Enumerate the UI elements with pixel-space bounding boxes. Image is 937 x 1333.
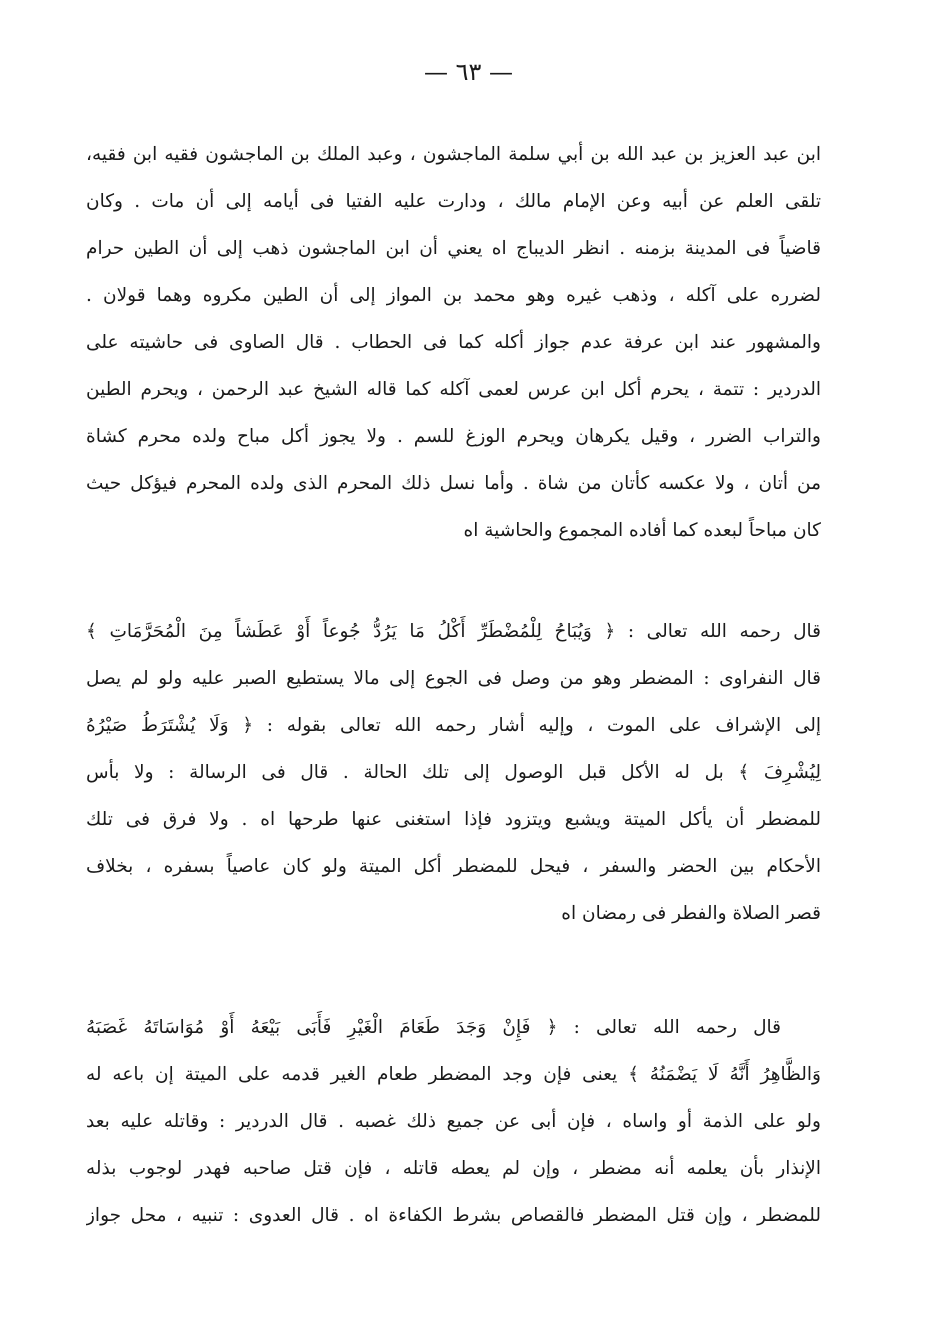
text-line: والمشهور عند ابن عرفة عدم جواز أكله كما فى الحطاب . قال الصاوى فى حاشيته على bbox=[86, 332, 821, 353]
text-line: قال النفراوى : المضطر وهو من وصل فى الجوع إلى مالا يستطيع الصبر عليه ولو لم يصل bbox=[86, 668, 821, 689]
text-line: والتراب الضرر ، وقيل يكرهان ويحرم الوزغ للسم . ولا يجوز أكل مباح ولده محرم كشاة bbox=[86, 426, 821, 447]
text-line: الأحكام بين الحضر والسفر ، فيحل للمضطر أكل الميتة ولو كان عاصياً بسفره ، بخلاف bbox=[86, 856, 821, 877]
text-line: قال رحمه الله تعالى : ﴿ وَيُبَاحُ لِلْمُضْطَرِّ أَكْلُ مَا يَرُدُّ جُوعاً أَوْ عَطَشاً مِنَ الْمُحَرَّمَاتِ ﴾ bbox=[86, 621, 821, 642]
text-line: للمضطر ، وإن قتل المضطر فالقصاص بشرط الكفاءة اه . قال العدوى : تنبيه ، محل جواز bbox=[86, 1205, 821, 1226]
text-line: للمضطر أن يأكل الميتة ويشبع ويتزود فإذا استغنى عنها طرحها اه . ولا فرق فى تلك bbox=[86, 809, 821, 830]
text-line: قصر الصلاة والفطر فى رمضان اه bbox=[561, 903, 821, 924]
paragraph-1 bbox=[86, 131, 821, 554]
text-line: من أتان ، ولا عكسه كأتان من شاة . وأما نسل ذلك المحرم الذى ولده المحرم فيؤكل حيث bbox=[86, 473, 821, 494]
paragraph-2 bbox=[86, 608, 821, 937]
text-line: قاضياً فى المدينة بزمنه . انظر الديباج اه يعني أن ابن الماجشون ذهب إلى أن الطين حرام bbox=[86, 238, 821, 259]
page-number: — ٦٣ — bbox=[423, 58, 514, 86]
text-line: الإنذار بأن يعلمه أنه مضطر ، وإن لم يعطه قاتله ، فإن قتل صاحبه فهدر لوجوب بذله bbox=[86, 1158, 821, 1179]
text-line: ابن عبد العزيز بن عبد الله بن أبي سلمة الماجشون ، وعبد الملك بن الماجشون فقيه ابن فقيه، bbox=[86, 144, 821, 165]
text-line: الدردير : تتمة ، يحرم أكل ابن عرس لعمى آكله كما قاله الشيخ عبد الرحمن ، ويحرم الطين bbox=[86, 379, 821, 400]
paragraph-3 bbox=[86, 1004, 821, 1239]
text-line: كان مباحاً لبعده كما أفاده المجموع والحاشية اه bbox=[463, 520, 821, 541]
text-line: إلى الإشراف على الموت ، وإليه أشار رحمه الله تعالى بقوله : ﴿ وَلَا يُشْتَرَطُ صَيْرُهُ bbox=[86, 715, 821, 736]
text-line: قال رحمه الله تعالى : ﴿ فَإِنْ وَجَدَ طَعَامَ الْغَيْرِ فَأَبَى بَيْعَهُ أَوْ مُوَاسَاتَهُ غَصَبَهُ bbox=[86, 1017, 781, 1038]
text-line: لضرره على آكله ، وذهب غيره وهو محمد بن المواز إلى أن الطين مكروه وهما قولان . bbox=[86, 285, 821, 306]
text-line: ولو على الذمة أو واساه ، فإن أبى عن جميع ذلك غصبه . قال الدردير : وقاتله عليه بعد bbox=[86, 1111, 821, 1132]
text-line: لِيُشْرِفَ ﴾ بل له الأكل قبل الوصول إلى تلك الحالة . قال فى الرسالة : ولا بأس bbox=[86, 762, 821, 783]
text-line: تلقى العلم عن أبيه وعن الإمام مالك ، ودارت عليه الفتيا فى أيامه إلى أن مات . وكان bbox=[86, 191, 821, 212]
text-line: وَالظَّاهِرُ أَنَّهُ لَا يَضْمَنُهُ ﴾ يعنى فإن وجد المضطر طعام الغير قدمه على الميتة إن باعه له bbox=[86, 1064, 821, 1085]
